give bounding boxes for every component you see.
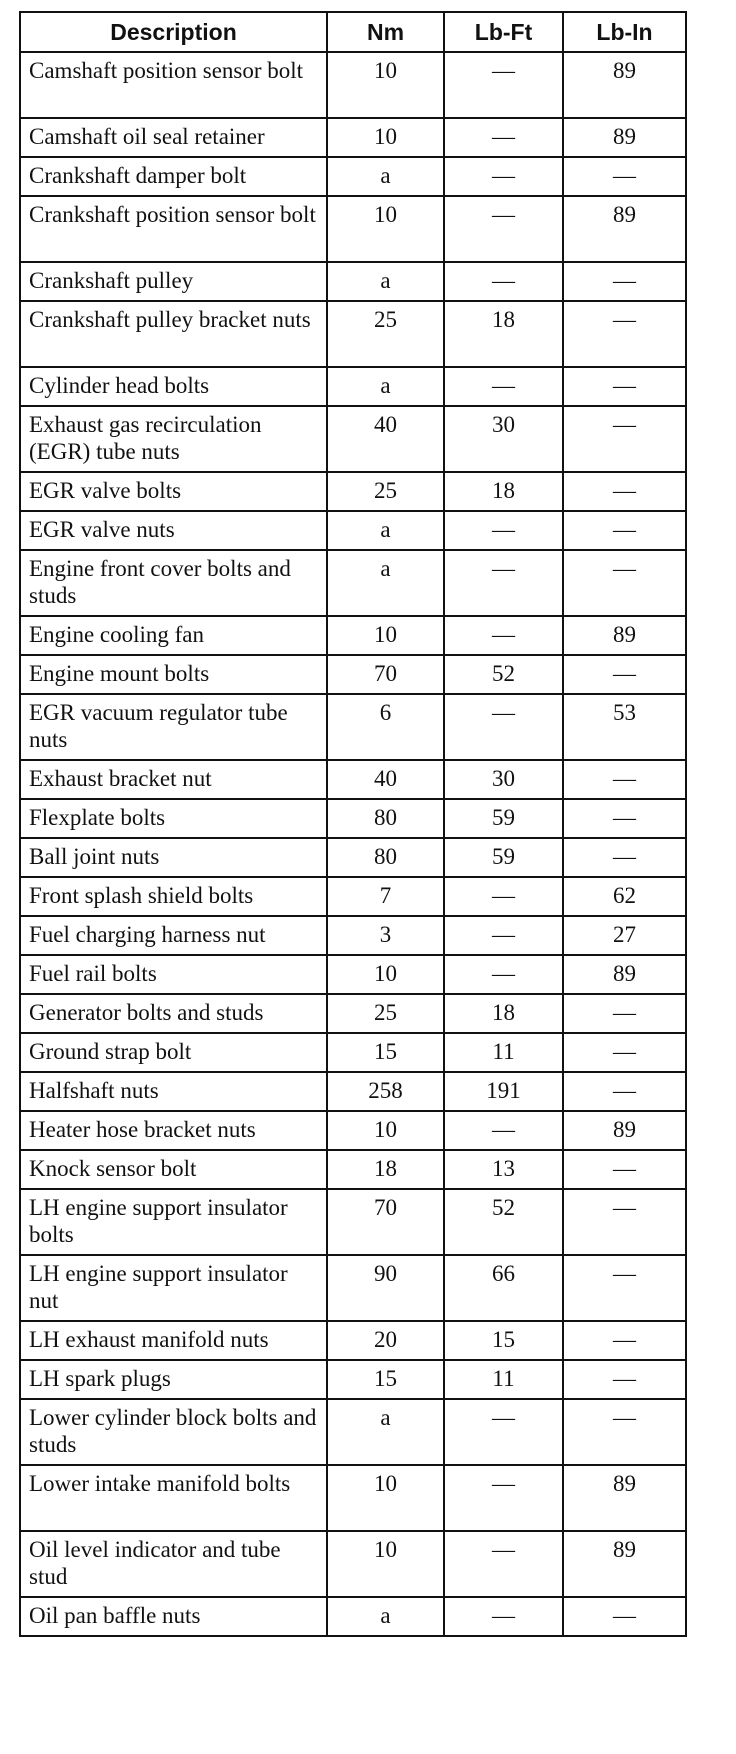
table-row: [20, 406, 686, 472]
description-cell: Cylinder head bolts: [20, 367, 327, 406]
lb-in-cell: —: [563, 1399, 686, 1465]
table-row: [20, 655, 686, 694]
lb-ft-cell: —: [444, 1465, 563, 1531]
lb-in-cell: 89: [563, 52, 686, 118]
lb-in-cell: —: [563, 511, 686, 550]
lb-ft-cell: —: [444, 118, 563, 157]
nm-cell: 70: [327, 1189, 444, 1255]
table-row: [20, 799, 686, 838]
column-header-nm: Nm: [327, 12, 444, 52]
lb-ft-cell: —: [444, 1597, 563, 1636]
lb-in-cell: —: [563, 760, 686, 799]
table-row: [20, 367, 686, 406]
lb-in-cell: 89: [563, 1531, 686, 1597]
lb-in-cell: —: [563, 838, 686, 877]
lb-ft-cell: —: [444, 616, 563, 655]
nm-cell: 10: [327, 1531, 444, 1597]
lb-ft-cell: 11: [444, 1033, 563, 1072]
nm-cell: 10: [327, 955, 444, 994]
description-cell: Heater hose bracket nuts: [20, 1111, 327, 1150]
nm-cell: a: [327, 1399, 444, 1465]
table-row: [20, 1465, 686, 1531]
description-cell: EGR valve nuts: [20, 511, 327, 550]
table-row: [20, 472, 686, 511]
lb-in-cell: 89: [563, 955, 686, 994]
column-header-lb-ft: Lb-Ft: [444, 12, 563, 52]
description-cell: Engine front cover bolts and studs: [20, 550, 327, 616]
nm-cell: 6: [327, 694, 444, 760]
description-cell: EGR valve bolts: [20, 472, 327, 511]
description-cell: Exhaust gas recirculation (EGR) tube nuts: [20, 406, 327, 472]
lb-ft-cell: 59: [444, 838, 563, 877]
description-cell: LH engine support insulator nut: [20, 1255, 327, 1321]
description-cell: Engine cooling fan: [20, 616, 327, 655]
lb-ft-cell: 30: [444, 406, 563, 472]
lb-in-cell: —: [563, 157, 686, 196]
nm-cell: 18: [327, 1150, 444, 1189]
lb-ft-cell: 18: [444, 472, 563, 511]
description-cell: Ground strap bolt: [20, 1033, 327, 1072]
nm-cell: 20: [327, 1321, 444, 1360]
nm-cell: 90: [327, 1255, 444, 1321]
description-cell: Front splash shield bolts: [20, 877, 327, 916]
lb-in-cell: 89: [563, 118, 686, 157]
table-row: [20, 1531, 686, 1597]
lb-ft-cell: —: [444, 511, 563, 550]
nm-cell: a: [327, 550, 444, 616]
nm-cell: 10: [327, 196, 444, 262]
table-row: [20, 1321, 686, 1360]
lb-ft-cell: —: [444, 877, 563, 916]
lb-in-cell: —: [563, 262, 686, 301]
lb-ft-cell: —: [444, 916, 563, 955]
description-cell: Crankshaft damper bolt: [20, 157, 327, 196]
table-row: [20, 955, 686, 994]
table-row: [20, 262, 686, 301]
lb-ft-cell: 191: [444, 1072, 563, 1111]
lb-ft-cell: —: [444, 1399, 563, 1465]
nm-cell: a: [327, 1597, 444, 1636]
description-cell: Flexplate bolts: [20, 799, 327, 838]
table-row: [20, 916, 686, 955]
table-row: [20, 616, 686, 655]
table-row: [20, 994, 686, 1033]
description-cell: Fuel charging harness nut: [20, 916, 327, 955]
table-row: [20, 1072, 686, 1111]
lb-in-cell: —: [563, 1150, 686, 1189]
lb-in-cell: —: [563, 1255, 686, 1321]
table-row: [20, 52, 686, 118]
table-row: [20, 1597, 686, 1636]
table-row: [20, 760, 686, 799]
nm-cell: 10: [327, 1111, 444, 1150]
table-row: [20, 1150, 686, 1189]
nm-cell: a: [327, 157, 444, 196]
nm-cell: 10: [327, 118, 444, 157]
lb-ft-cell: 18: [444, 994, 563, 1033]
lb-in-cell: 89: [563, 196, 686, 262]
table-row: [20, 1360, 686, 1399]
nm-cell: a: [327, 367, 444, 406]
lb-in-cell: —: [563, 1072, 686, 1111]
description-cell: EGR vacuum regulator tube nuts: [20, 694, 327, 760]
lb-ft-cell: 18: [444, 301, 563, 367]
lb-ft-cell: 13: [444, 1150, 563, 1189]
table-row: [20, 1189, 686, 1255]
lb-in-cell: 89: [563, 1465, 686, 1531]
nm-cell: 10: [327, 1465, 444, 1531]
lb-ft-cell: 11: [444, 1360, 563, 1399]
lb-in-cell: —: [563, 1321, 686, 1360]
description-cell: Ball joint nuts: [20, 838, 327, 877]
column-header-lb-in: Lb-In: [563, 12, 686, 52]
lb-in-cell: 53: [563, 694, 686, 760]
lb-in-cell: —: [563, 472, 686, 511]
table-row: [20, 838, 686, 877]
table-row: [20, 118, 686, 157]
description-cell: Crankshaft position sensor bolt: [20, 196, 327, 262]
nm-cell: 80: [327, 799, 444, 838]
lb-ft-cell: —: [444, 196, 563, 262]
lb-ft-cell: 66: [444, 1255, 563, 1321]
nm-cell: 15: [327, 1033, 444, 1072]
lb-in-cell: 62: [563, 877, 686, 916]
description-cell: Lower intake manifold bolts: [20, 1465, 327, 1531]
lb-ft-cell: 59: [444, 799, 563, 838]
table-row: [20, 877, 686, 916]
table-row: [20, 511, 686, 550]
table-row: [20, 196, 686, 262]
description-cell: Lower cylinder block bolts and studs: [20, 1399, 327, 1465]
table-row: [20, 694, 686, 760]
description-cell: Exhaust bracket nut: [20, 760, 327, 799]
lb-in-cell: 89: [563, 1111, 686, 1150]
lb-ft-cell: —: [444, 955, 563, 994]
lb-in-cell: 89: [563, 616, 686, 655]
table-row: [20, 550, 686, 616]
lb-ft-cell: —: [444, 550, 563, 616]
nm-cell: 25: [327, 301, 444, 367]
table-header-row: [20, 12, 686, 52]
lb-in-cell: —: [563, 550, 686, 616]
nm-cell: 258: [327, 1072, 444, 1111]
description-cell: LH spark plugs: [20, 1360, 327, 1399]
nm-cell: a: [327, 511, 444, 550]
nm-cell: a: [327, 262, 444, 301]
lb-ft-cell: —: [444, 694, 563, 760]
lb-in-cell: 27: [563, 916, 686, 955]
description-cell: Crankshaft pulley: [20, 262, 327, 301]
nm-cell: 25: [327, 994, 444, 1033]
lb-in-cell: —: [563, 1360, 686, 1399]
nm-cell: 10: [327, 616, 444, 655]
table-row: [20, 157, 686, 196]
description-cell: Oil pan baffle nuts: [20, 1597, 327, 1636]
lb-in-cell: —: [563, 1033, 686, 1072]
description-cell: Fuel rail bolts: [20, 955, 327, 994]
description-cell: LH exhaust manifold nuts: [20, 1321, 327, 1360]
lb-ft-cell: 30: [444, 760, 563, 799]
description-cell: LH engine support insulator bolts: [20, 1189, 327, 1255]
table-row: [20, 301, 686, 367]
description-cell: Camshaft position sensor bolt: [20, 52, 327, 118]
lb-ft-cell: —: [444, 262, 563, 301]
description-cell: Crankshaft pulley bracket nuts: [20, 301, 327, 367]
description-cell: Camshaft oil seal retainer: [20, 118, 327, 157]
description-cell: Halfshaft nuts: [20, 1072, 327, 1111]
nm-cell: 40: [327, 760, 444, 799]
lb-ft-cell: 52: [444, 655, 563, 694]
lb-in-cell: —: [563, 799, 686, 838]
lb-ft-cell: —: [444, 52, 563, 118]
lb-in-cell: —: [563, 994, 686, 1033]
lb-in-cell: —: [563, 301, 686, 367]
lb-in-cell: —: [563, 367, 686, 406]
nm-cell: 10: [327, 52, 444, 118]
lb-ft-cell: —: [444, 1111, 563, 1150]
nm-cell: 40: [327, 406, 444, 472]
table-row: [20, 1111, 686, 1150]
description-cell: Engine mount bolts: [20, 655, 327, 694]
lb-ft-cell: 52: [444, 1189, 563, 1255]
column-header-description: Description: [20, 12, 327, 52]
lb-in-cell: —: [563, 1189, 686, 1255]
nm-cell: 25: [327, 472, 444, 511]
nm-cell: 3: [327, 916, 444, 955]
description-cell: Generator bolts and studs: [20, 994, 327, 1033]
lb-in-cell: —: [563, 655, 686, 694]
nm-cell: 80: [327, 838, 444, 877]
nm-cell: 7: [327, 877, 444, 916]
description-cell: Knock sensor bolt: [20, 1150, 327, 1189]
lb-ft-cell: —: [444, 1531, 563, 1597]
table-body: [20, 52, 686, 1636]
lb-ft-cell: —: [444, 157, 563, 196]
lb-ft-cell: —: [444, 367, 563, 406]
lb-ft-cell: 15: [444, 1321, 563, 1360]
description-cell: Oil level indicator and tube stud: [20, 1531, 327, 1597]
table-row: [20, 1255, 686, 1321]
table-row: [20, 1399, 686, 1465]
nm-cell: 70: [327, 655, 444, 694]
lb-in-cell: —: [563, 1597, 686, 1636]
table-row: [20, 1033, 686, 1072]
torque-spec-table: [19, 11, 687, 1637]
lb-in-cell: —: [563, 406, 686, 472]
nm-cell: 15: [327, 1360, 444, 1399]
